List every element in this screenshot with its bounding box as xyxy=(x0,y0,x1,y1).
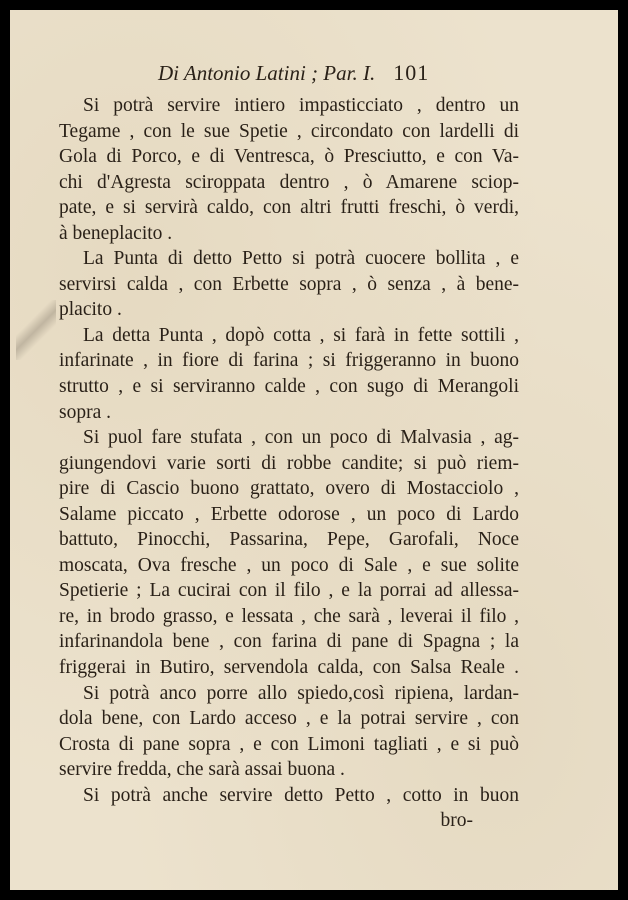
text-line: servire fredda, che sarà assai buona . xyxy=(59,759,345,781)
text-line: pire di Cascio buono grattato, overo di Mostacciolo , xyxy=(59,478,519,500)
text-line: chi d'Agresta sciroppata dentro , ò Amarene sciop- xyxy=(59,171,519,193)
text-line: infarinate , in fiore di farina ; si friggeranno in buono xyxy=(59,350,519,372)
text-line: Spetierie ; La cucirai con il filo , e la porrai ad allessa- xyxy=(59,580,519,602)
text-line: Si potrà anco porre allo spiedo,così ripiena, lardan- xyxy=(83,682,519,704)
text-line: placito . xyxy=(59,299,122,321)
page-number: 101 xyxy=(393,60,430,85)
text-line: Tegame , con le sue Spetie , circondato con lardelli di xyxy=(59,120,519,142)
text-line: giungendovi varie sorti di robbe candite; si può riem- xyxy=(59,452,519,474)
running-header xyxy=(158,60,598,86)
body-text xyxy=(59,93,519,834)
text-line: Si puol fare stufata , con un poco di Malvasia , ag- xyxy=(83,427,519,449)
catchword: bro- xyxy=(440,810,473,832)
text-line: La detta Punta , dopò cotta , si farà in fette sottili , xyxy=(83,324,519,346)
text-line: à beneplacito . xyxy=(59,222,173,244)
text-line: Si potrà anche servire detto Petto , cotto in buon xyxy=(83,784,519,806)
text-line: pate, e si servirà caldo, con altri frutti freschi, ò verdi, xyxy=(59,197,519,219)
text-line: Crosta di pane sopra , e con Limoni tagliati , e si può xyxy=(59,733,519,755)
text-line: Si potrà servire intiero impasticciato , dentro un xyxy=(83,95,519,116)
text-line: dola bene, con Lardo acceso , e la potrai servire , con xyxy=(59,708,519,730)
text-line: servirsi calda , con Erbette sopra , ò senza , à bene- xyxy=(59,273,519,295)
text-line: La Punta di detto Petto si potrà cuocere bollita , e xyxy=(83,248,519,270)
text-line: infarinandola bene , con farina di pane di Spagna ; la xyxy=(59,631,519,653)
text-line: Gola di Porco, e di Ventresca, ò Presciutto, e con Va- xyxy=(59,146,519,168)
book-page xyxy=(10,10,618,890)
text-line: strutto , e si serviranno calde , con sugo di Merangoli xyxy=(59,376,519,398)
text-line: sopra . xyxy=(59,401,111,423)
text-line: battuto, Pinocchi, Passarina, Pepe, Garofali, Noce xyxy=(59,529,519,551)
text-line: friggerai in Butiro, servendola calda, con Salsa Reale . xyxy=(59,657,519,679)
running-title: Di Antonio Latini ; Par. I. xyxy=(158,61,376,85)
text-line: Salame piccato , Erbette odorose , un poco di Lardo xyxy=(59,503,519,525)
text-line: moscata, Ova fresche , un poco di Sale , e sue solite xyxy=(59,554,519,576)
page-stain xyxy=(16,300,56,360)
text-line: re, in brodo grasso, e lessata , che sarà , leverai il filo , xyxy=(59,605,519,627)
